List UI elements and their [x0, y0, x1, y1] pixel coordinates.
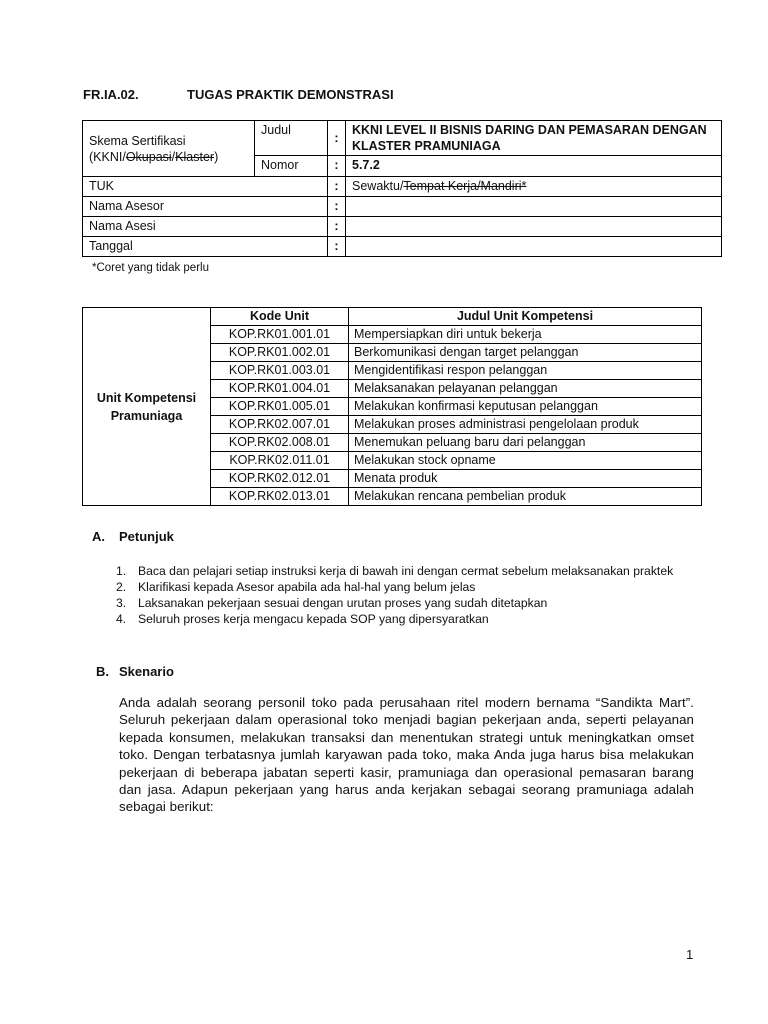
skema-sep: /	[171, 149, 176, 164]
skema-label-line2	[89, 149, 248, 165]
skema-prefix: (KKNI/	[89, 149, 126, 164]
tuk-label: TUK	[83, 177, 328, 197]
asesi-value	[346, 217, 722, 237]
step-text: Laksanakan pekerjaan sesuai dengan urutan proses yang sudah ditetapkan	[138, 596, 548, 610]
tanggal-value	[346, 237, 722, 257]
unit-title: Mengidentifikasi respon pelanggan	[349, 362, 702, 380]
form-title: TUGAS PRAKTIK DEMONSTRASI	[187, 87, 394, 102]
step-text: Klarifikasi kepada Asesor apabila ada hal-hal yang belum jelas	[138, 580, 476, 594]
list-item	[112, 595, 694, 611]
list-item	[112, 563, 694, 579]
list-item	[112, 579, 694, 595]
unit-code: KOP.RK01.002.01	[211, 344, 349, 362]
unit-title: Melakukan proses administrasi pengelolaan produk	[349, 416, 702, 434]
asesi-colon: :	[328, 217, 346, 237]
col-header-code: Kode Unit	[211, 308, 349, 326]
step-text: Seluruh proses kerja mengacu kepada SOP yang dipersyaratkan	[138, 612, 489, 626]
units-table	[82, 307, 702, 506]
units-group-line2: Pramuniaga	[110, 408, 183, 423]
unit-code: KOP.RK01.004.01	[211, 380, 349, 398]
unit-code: KOP.RK01.005.01	[211, 398, 349, 416]
unit-title: Menemukan peluang baru dari pelanggan	[349, 434, 702, 452]
tanggal-colon: :	[328, 237, 346, 257]
judul-label: Judul	[255, 121, 328, 156]
unit-title: Menata produk	[349, 470, 702, 488]
unit-code: KOP.RK01.003.01	[211, 362, 349, 380]
unit-code: KOP.RK02.012.01	[211, 470, 349, 488]
strike-note: *Coret yang tidak perlu	[92, 262, 209, 274]
unit-title: Melakukan konfirmasi keputusan pelanggan	[349, 398, 702, 416]
skema-label	[83, 121, 255, 177]
skema-suffix: )	[214, 149, 219, 164]
asesor-colon: :	[328, 197, 346, 217]
unit-code: KOP.RK02.013.01	[211, 488, 349, 506]
unit-title: Melakukan stock opname	[349, 452, 702, 470]
tuk-value-struck: Tempat Kerja/Mandiri*	[403, 179, 527, 193]
nomor-label: Nomor	[255, 156, 328, 177]
nomor-value: 5.7.2	[346, 156, 722, 177]
skema-label-line1: Skema Sertifikasi	[89, 133, 186, 148]
asesor-label: Nama Asesor	[83, 197, 328, 217]
list-item	[112, 611, 694, 627]
nomor-colon: :	[328, 156, 346, 177]
asesor-value	[346, 197, 722, 217]
section-a-title: Petunjuk	[119, 529, 174, 544]
units-group-label	[83, 308, 211, 506]
section-b-letter: B.	[96, 664, 109, 679]
judul-colon: :	[328, 121, 346, 156]
tanggal-label: Tanggal	[83, 237, 328, 257]
skema-klaster-struck: Klaster	[175, 149, 215, 164]
tuk-value	[346, 177, 722, 197]
step-number: 1.	[116, 564, 127, 578]
unit-code: KOP.RK02.008.01	[211, 434, 349, 452]
info-table	[82, 120, 722, 257]
step-number: 2.	[116, 580, 127, 594]
instruction-list	[112, 563, 694, 627]
page-number: 1	[686, 947, 694, 962]
form-code: FR.IA.02.	[83, 87, 139, 102]
unit-title: Mempersiapkan diri untuk bekerja	[349, 326, 702, 344]
units-group-line1: Unit Kompetensi	[96, 390, 197, 405]
skema-okupasi-struck: Okupasi	[125, 149, 172, 164]
step-number: 4.	[116, 612, 127, 626]
scenario-paragraph: Anda adalah seorang personil toko pada perusahaan ritel modern bernama “Sandikta Mart”. Seluruh pekerjaan dalam operasional toko menjadi bagian pekerjaan anda, seperti pelayanan kepada konsumen, melakukan transaksi dan menentukan strategi untuk meningkatkan omset toko. Dengan terbatasnya jumlah karyawan pada toko, maka Anda juga harus bisa melakukan pekerjaan di beberapa jabatan seperti kasir, pramuniaga dan operasional pemasaran barang dan jasa. Adapun pekerjaan yang harus anda kerjakan sebagai seorang pramuniaga adalah sebagai berikut:	[119, 695, 694, 815]
unit-title: Berkomunikasi dengan target pelanggan	[349, 344, 702, 362]
col-header-title: Judul Unit Kompetensi	[349, 308, 702, 326]
section-a-letter: A.	[92, 529, 105, 544]
tuk-value-prefix: Sewaktu/	[352, 179, 404, 193]
asesi-label: Nama Asesi	[83, 217, 328, 237]
judul-value: KKNI LEVEL II BISNIS DARING DAN PEMASARAN DENGAN KLASTER PRAMUNIAGA	[346, 121, 722, 156]
unit-title: Melaksanakan pelayanan pelanggan	[349, 380, 702, 398]
step-text: Baca dan pelajari setiap instruksi kerja di bawah ini dengan cermat sebelum melaksanakan praktek	[138, 564, 674, 578]
section-b-title: Skenario	[119, 664, 174, 679]
step-number: 3.	[116, 596, 127, 610]
unit-title: Melakukan rencana pembelian produk	[349, 488, 702, 506]
unit-code: KOP.RK02.007.01	[211, 416, 349, 434]
unit-code: KOP.RK02.011.01	[211, 452, 349, 470]
tuk-colon: :	[328, 177, 346, 197]
unit-code: KOP.RK01.001.01	[211, 326, 349, 344]
